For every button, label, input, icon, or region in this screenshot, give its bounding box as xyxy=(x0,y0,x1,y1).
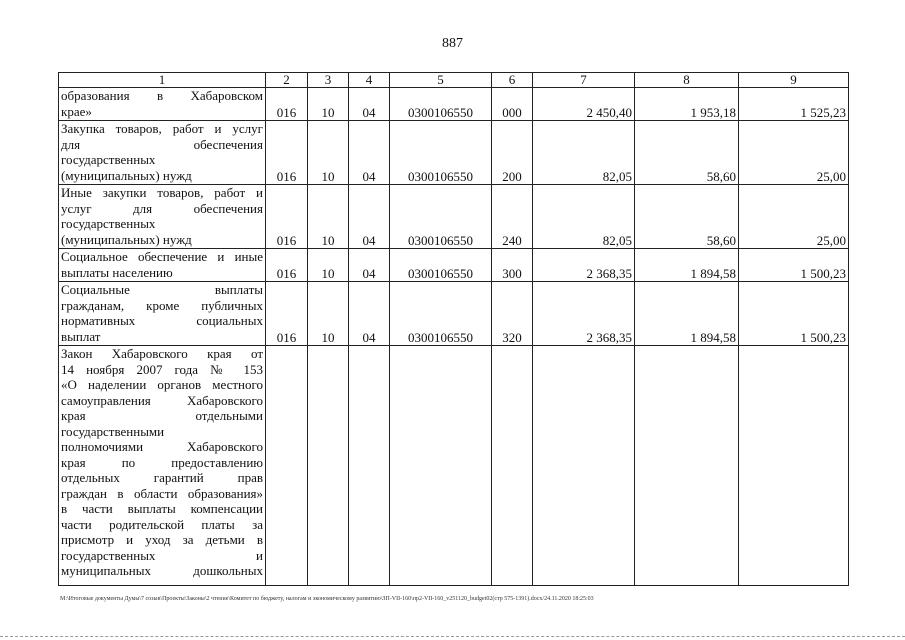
table-row xyxy=(59,346,849,586)
cell-amount-2023: 25,00 xyxy=(739,185,849,249)
name-line: края отдельными xyxy=(61,408,263,423)
cell-amount-2021: 2 368,35 xyxy=(533,249,635,282)
name-line: нормативных социальных xyxy=(61,313,263,328)
name-line: образования в Хабаровском xyxy=(61,88,263,103)
row-name-cell xyxy=(59,346,266,586)
name-line: крае» xyxy=(61,103,92,119)
name-line: выплаты населению xyxy=(61,264,173,280)
budget-table xyxy=(58,72,849,586)
name-line: государственных xyxy=(61,216,156,231)
cell-amount-2022: 1 894,58 xyxy=(635,249,739,282)
name-line: края по предоставлению xyxy=(61,454,263,470)
cell-target-article: 0300106550 xyxy=(390,249,492,282)
cell-amount-2021 xyxy=(533,346,635,586)
cell-ministry-code: 016 xyxy=(266,282,308,346)
column-header: 6 xyxy=(492,73,533,88)
name-line: (муниципальных) нужд xyxy=(61,231,192,247)
table-row xyxy=(59,282,849,346)
name-line: Иные закупки товаров, работ и xyxy=(61,185,263,200)
table-row xyxy=(59,185,849,249)
name-line: присмотр и уход за детьми в xyxy=(61,532,263,547)
cell-section: 10 xyxy=(308,249,349,282)
row-name-cell xyxy=(59,121,266,185)
name-line: гражданам, кроме публичных xyxy=(61,297,263,313)
page-number: 887 xyxy=(442,36,463,51)
name-line: Социальные выплаты xyxy=(61,282,263,297)
cell-amount-2021: 2 450,40 xyxy=(533,88,635,121)
name-line: Закупка товаров, работ и услуг xyxy=(61,121,263,136)
cell-expense-type: 240 xyxy=(492,185,533,249)
cell-amount-2022: 1 953,18 xyxy=(635,88,739,121)
cell-amount-2022: 58,60 xyxy=(635,121,739,185)
name-line: государственными xyxy=(61,423,165,439)
column-header: 7 xyxy=(533,73,635,88)
cell-subsection: 04 xyxy=(349,121,390,185)
name-line: части родительской платы за xyxy=(61,516,263,532)
cell-amount-2021: 82,05 xyxy=(533,121,635,185)
cell-amount-2023: 1 500,23 xyxy=(739,249,849,282)
cell-subsection: 04 xyxy=(349,88,390,121)
cell-ministry-code: 016 xyxy=(266,88,308,121)
name-line: Закон Хабаровского края от xyxy=(61,346,263,361)
name-line: 14 ноября 2007 года № 153 xyxy=(61,361,263,377)
table-row xyxy=(59,249,849,282)
cell-expense-type: 300 xyxy=(492,249,533,282)
cell-ministry-code: 016 xyxy=(266,185,308,249)
name-line: полномочиями Хабаровского xyxy=(61,439,263,454)
row-name-cell xyxy=(59,249,266,282)
cell-amount-2021: 82,05 xyxy=(533,185,635,249)
name-line: граждан в области образования» xyxy=(61,485,263,501)
cell-target-article: 0300106550 xyxy=(390,185,492,249)
cell-ministry-code: 016 xyxy=(266,121,308,185)
cell-amount-2023: 1 525,23 xyxy=(739,88,849,121)
column-header: 5 xyxy=(390,73,492,88)
cell-amount-2021: 2 368,35 xyxy=(533,282,635,346)
cell-expense-type xyxy=(492,346,533,586)
cell-amount-2022: 1 894,58 xyxy=(635,282,739,346)
table-row xyxy=(59,88,849,121)
name-line: для обеспечения xyxy=(61,136,263,152)
cell-target-article: 0300106550 xyxy=(390,121,492,185)
column-header: 9 xyxy=(739,73,849,88)
column-header: 2 xyxy=(266,73,308,88)
name-line: «О наделении органов местного xyxy=(61,377,263,392)
cell-expense-type: 000 xyxy=(492,88,533,121)
cell-target-article: 0300106550 xyxy=(390,282,492,346)
row-name-cell xyxy=(59,282,266,346)
cell-expense-type: 320 xyxy=(492,282,533,346)
name-line: государственных и xyxy=(61,547,263,563)
column-header: 3 xyxy=(308,73,349,88)
name-line: услуг для обеспечения xyxy=(61,200,263,216)
cell-amount-2022 xyxy=(635,346,739,586)
cell-section: 10 xyxy=(308,282,349,346)
document-file-path: M:\Итоговые документы Думы\7 созыв\Проекты\Законы\2 чтение\Комитет по бюджету, налогам и экономическому развитию\ЗП-VII-160\пр2-VII-160_v251120_budget02(стр 575-1391).docx/24.11.2020 18:25:03 xyxy=(60,596,594,602)
table-row xyxy=(59,121,849,185)
scan-edge-divider xyxy=(0,636,905,638)
cell-amount-2023 xyxy=(739,346,849,586)
cell-amount-2023: 25,00 xyxy=(739,121,849,185)
row-name-cell xyxy=(59,88,266,121)
cell-section: 10 xyxy=(308,121,349,185)
cell-section: 10 xyxy=(308,185,349,249)
cell-ministry-code: 016 xyxy=(266,249,308,282)
column-header: 1 xyxy=(59,73,266,88)
name-line: государственных xyxy=(61,152,156,167)
name-line: отдельных гарантий прав xyxy=(61,470,263,485)
name-line: самоуправления Хабаровского xyxy=(61,392,263,408)
header-row xyxy=(59,73,849,88)
column-header: 8 xyxy=(635,73,739,88)
name-line: в части выплаты компенсации xyxy=(61,501,263,516)
cell-target-article: 0300106550 xyxy=(390,88,492,121)
cell-amount-2023: 1 500,23 xyxy=(739,282,849,346)
name-line: муниципальных дошкольных xyxy=(61,563,263,578)
cell-target-article xyxy=(390,346,492,586)
cell-subsection xyxy=(349,346,390,586)
cell-section xyxy=(308,346,349,586)
name-line: (муниципальных) нужд xyxy=(61,167,192,183)
cell-subsection: 04 xyxy=(349,282,390,346)
cell-subsection: 04 xyxy=(349,249,390,282)
cell-section: 10 xyxy=(308,88,349,121)
row-name-cell xyxy=(59,185,266,249)
name-line: Социальное обеспечение и иные xyxy=(61,249,263,264)
cell-ministry-code xyxy=(266,346,308,586)
name-line: выплат xyxy=(61,328,101,344)
cell-subsection: 04 xyxy=(349,185,390,249)
cell-expense-type: 200 xyxy=(492,121,533,185)
cell-amount-2022: 58,60 xyxy=(635,185,739,249)
column-header: 4 xyxy=(349,73,390,88)
